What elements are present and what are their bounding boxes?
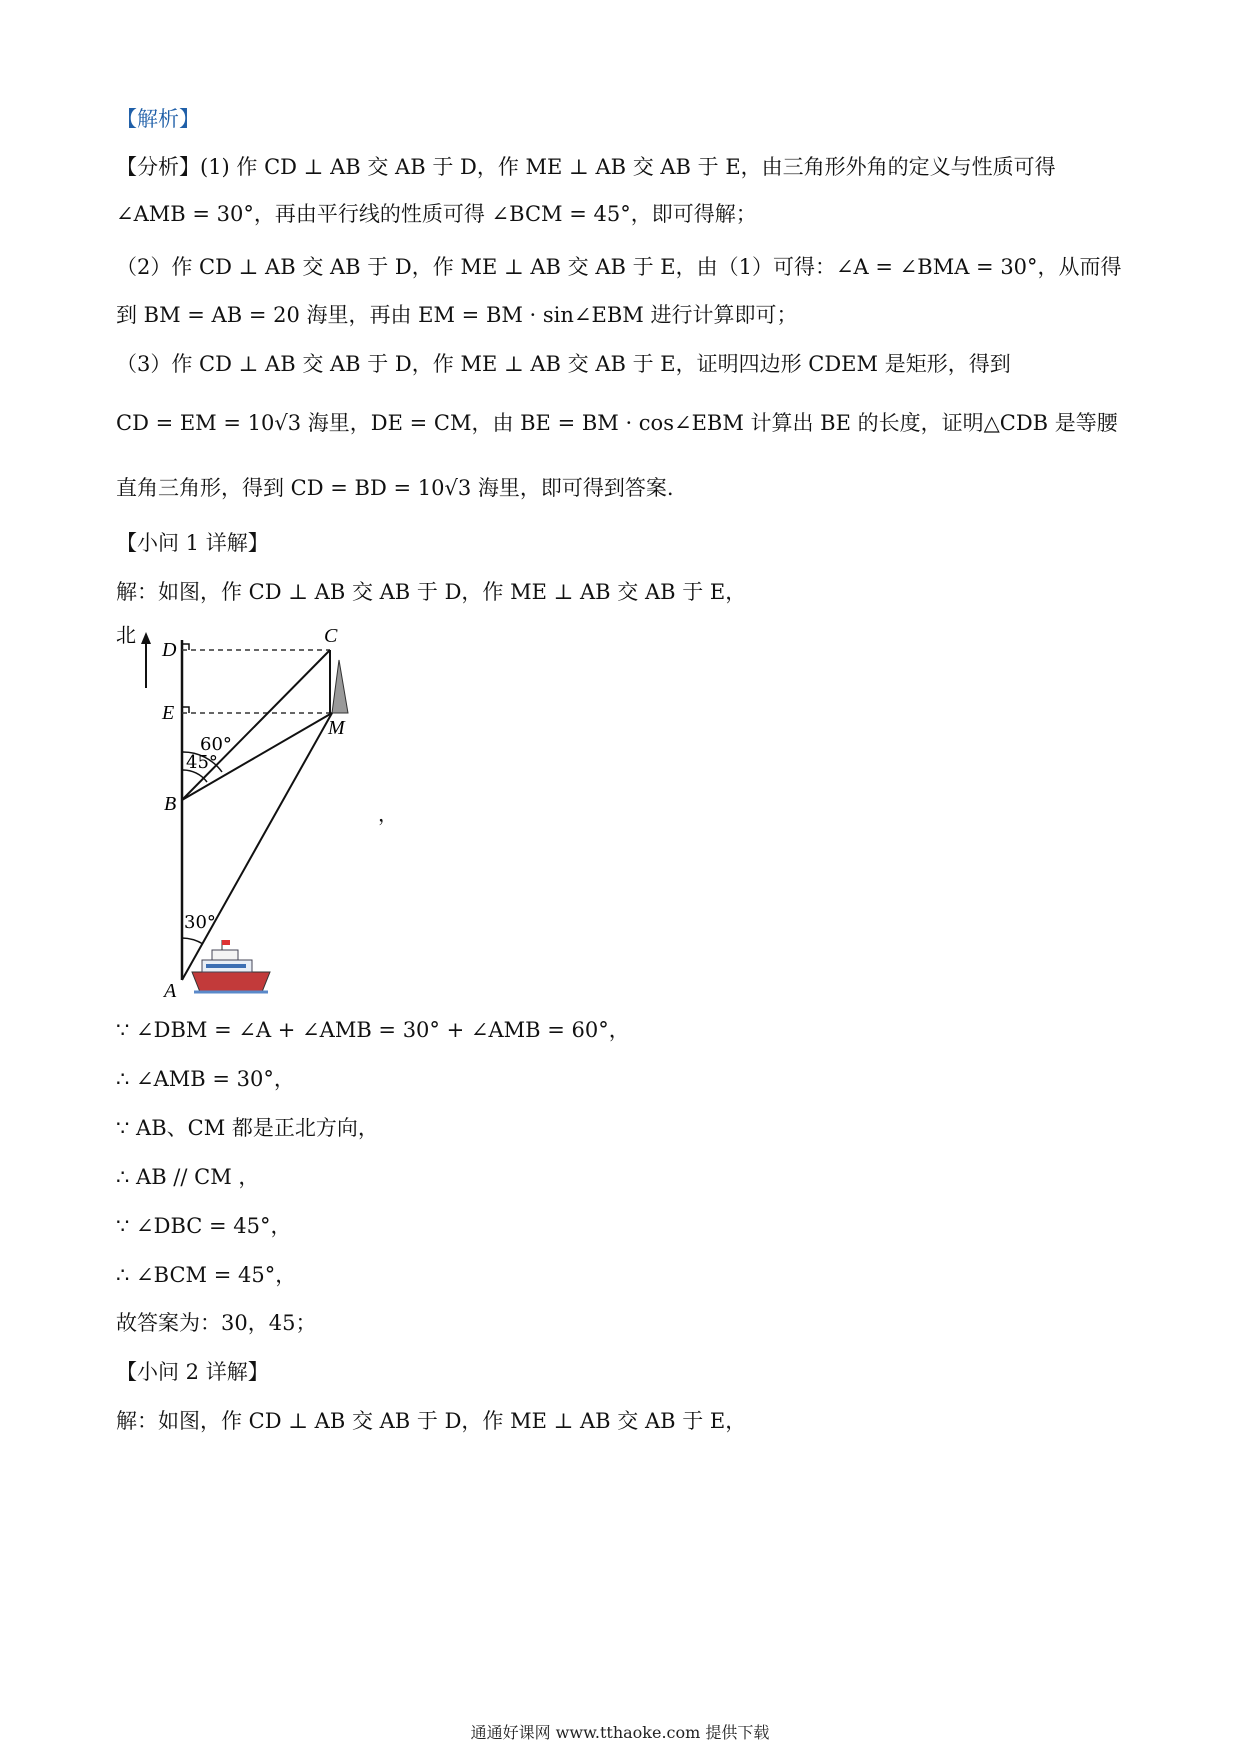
- angle-label-60: 60°: [200, 734, 232, 755]
- line-bc: [182, 650, 330, 800]
- point-label-d: D: [162, 639, 177, 661]
- q1-step-1: ∵ ∠DBM = ∠A + ∠AMB = 30° + ∠AMB = 60°，: [116, 1018, 630, 1042]
- angle-arc-30: [182, 938, 203, 944]
- analysis-line-2: ∠AMB = 30°，再由平行线的性质可得 ∠BCM = 45°，即可得解；: [116, 202, 757, 226]
- analysis-line-6: CD = EM = 10√3 海里，DE = CM，由 BE = BM · cos∠EBM 计算出 BE 的长度，证明△CDB 是等腰: [116, 411, 1118, 435]
- point-label-e: E: [162, 702, 175, 724]
- north-arrow-head: [141, 632, 151, 644]
- footer-text: 通通好课网 www.tthaoke.com 提供下载: [470, 1723, 770, 1742]
- q1-step-3: ∵ AB、CM 都是正北方向，: [116, 1116, 379, 1140]
- analysis-line-3: （2）作 CD ⊥ AB 交 AB 于 D，作 ME ⊥ AB 交 AB 于 E，由（1）可得：∠A = ∠BMA = 30°，从而得: [116, 255, 1122, 279]
- section-label: 【解析】: [116, 107, 200, 131]
- q1-intro: 解：如图，作 CD ⊥ AB 交 AB 于 D，作 ME ⊥ AB 交 AB 于 E，: [116, 580, 747, 604]
- q1-step-4: ∴ AB // CM ，: [116, 1165, 260, 1189]
- analysis-line-5: （3）作 CD ⊥ AB 交 AB 于 D，作 ME ⊥ AB 交 AB 于 E，证明四边形 CDEM 是矩形，得到: [116, 352, 1011, 376]
- q1-step-2: ∴ ∠AMB = 30°，: [116, 1067, 295, 1091]
- angle-label-30: 30°: [184, 912, 216, 933]
- analysis-line-1: 【分析】(1) 作 CD ⊥ AB 交 AB 于 D，作 ME ⊥ AB 交 AB 于 E，由三角形外角的定义与性质可得: [116, 155, 1056, 179]
- lighthouse-icon: [332, 660, 348, 713]
- angle-label-45: 45°: [186, 752, 218, 773]
- figure-trailing-comma: ，: [378, 802, 398, 826]
- north-label: 北: [116, 623, 136, 647]
- point-label-m: M: [328, 717, 345, 739]
- ship-icon: [192, 940, 270, 992]
- q1-answer: 故答案为：30，45；: [116, 1311, 317, 1335]
- point-label-c: C: [324, 625, 338, 647]
- q1-step-5: ∵ ∠DBC = 45°，: [116, 1214, 292, 1238]
- q2-heading: 【小问 2 详解】: [116, 1360, 269, 1384]
- geometry-figure: [110, 620, 370, 1010]
- point-label-b: B: [164, 793, 177, 815]
- q1-heading: 【小问 1 详解】: [116, 531, 269, 555]
- q1-step-6: ∴ ∠BCM = 45°，: [116, 1263, 297, 1287]
- point-label-a: A: [164, 980, 177, 1002]
- analysis-line-4: 到 BM = AB = 20 海里，再由 EM = BM · sin∠EBM 进行计算即可；: [116, 303, 798, 327]
- analysis-line-7: 直角三角形，得到 CD = BD = 10√3 海里，即可得到答案.: [116, 476, 674, 500]
- q2-intro: 解：如图，作 CD ⊥ AB 交 AB 于 D，作 ME ⊥ AB 交 AB 于 E，: [116, 1409, 747, 1433]
